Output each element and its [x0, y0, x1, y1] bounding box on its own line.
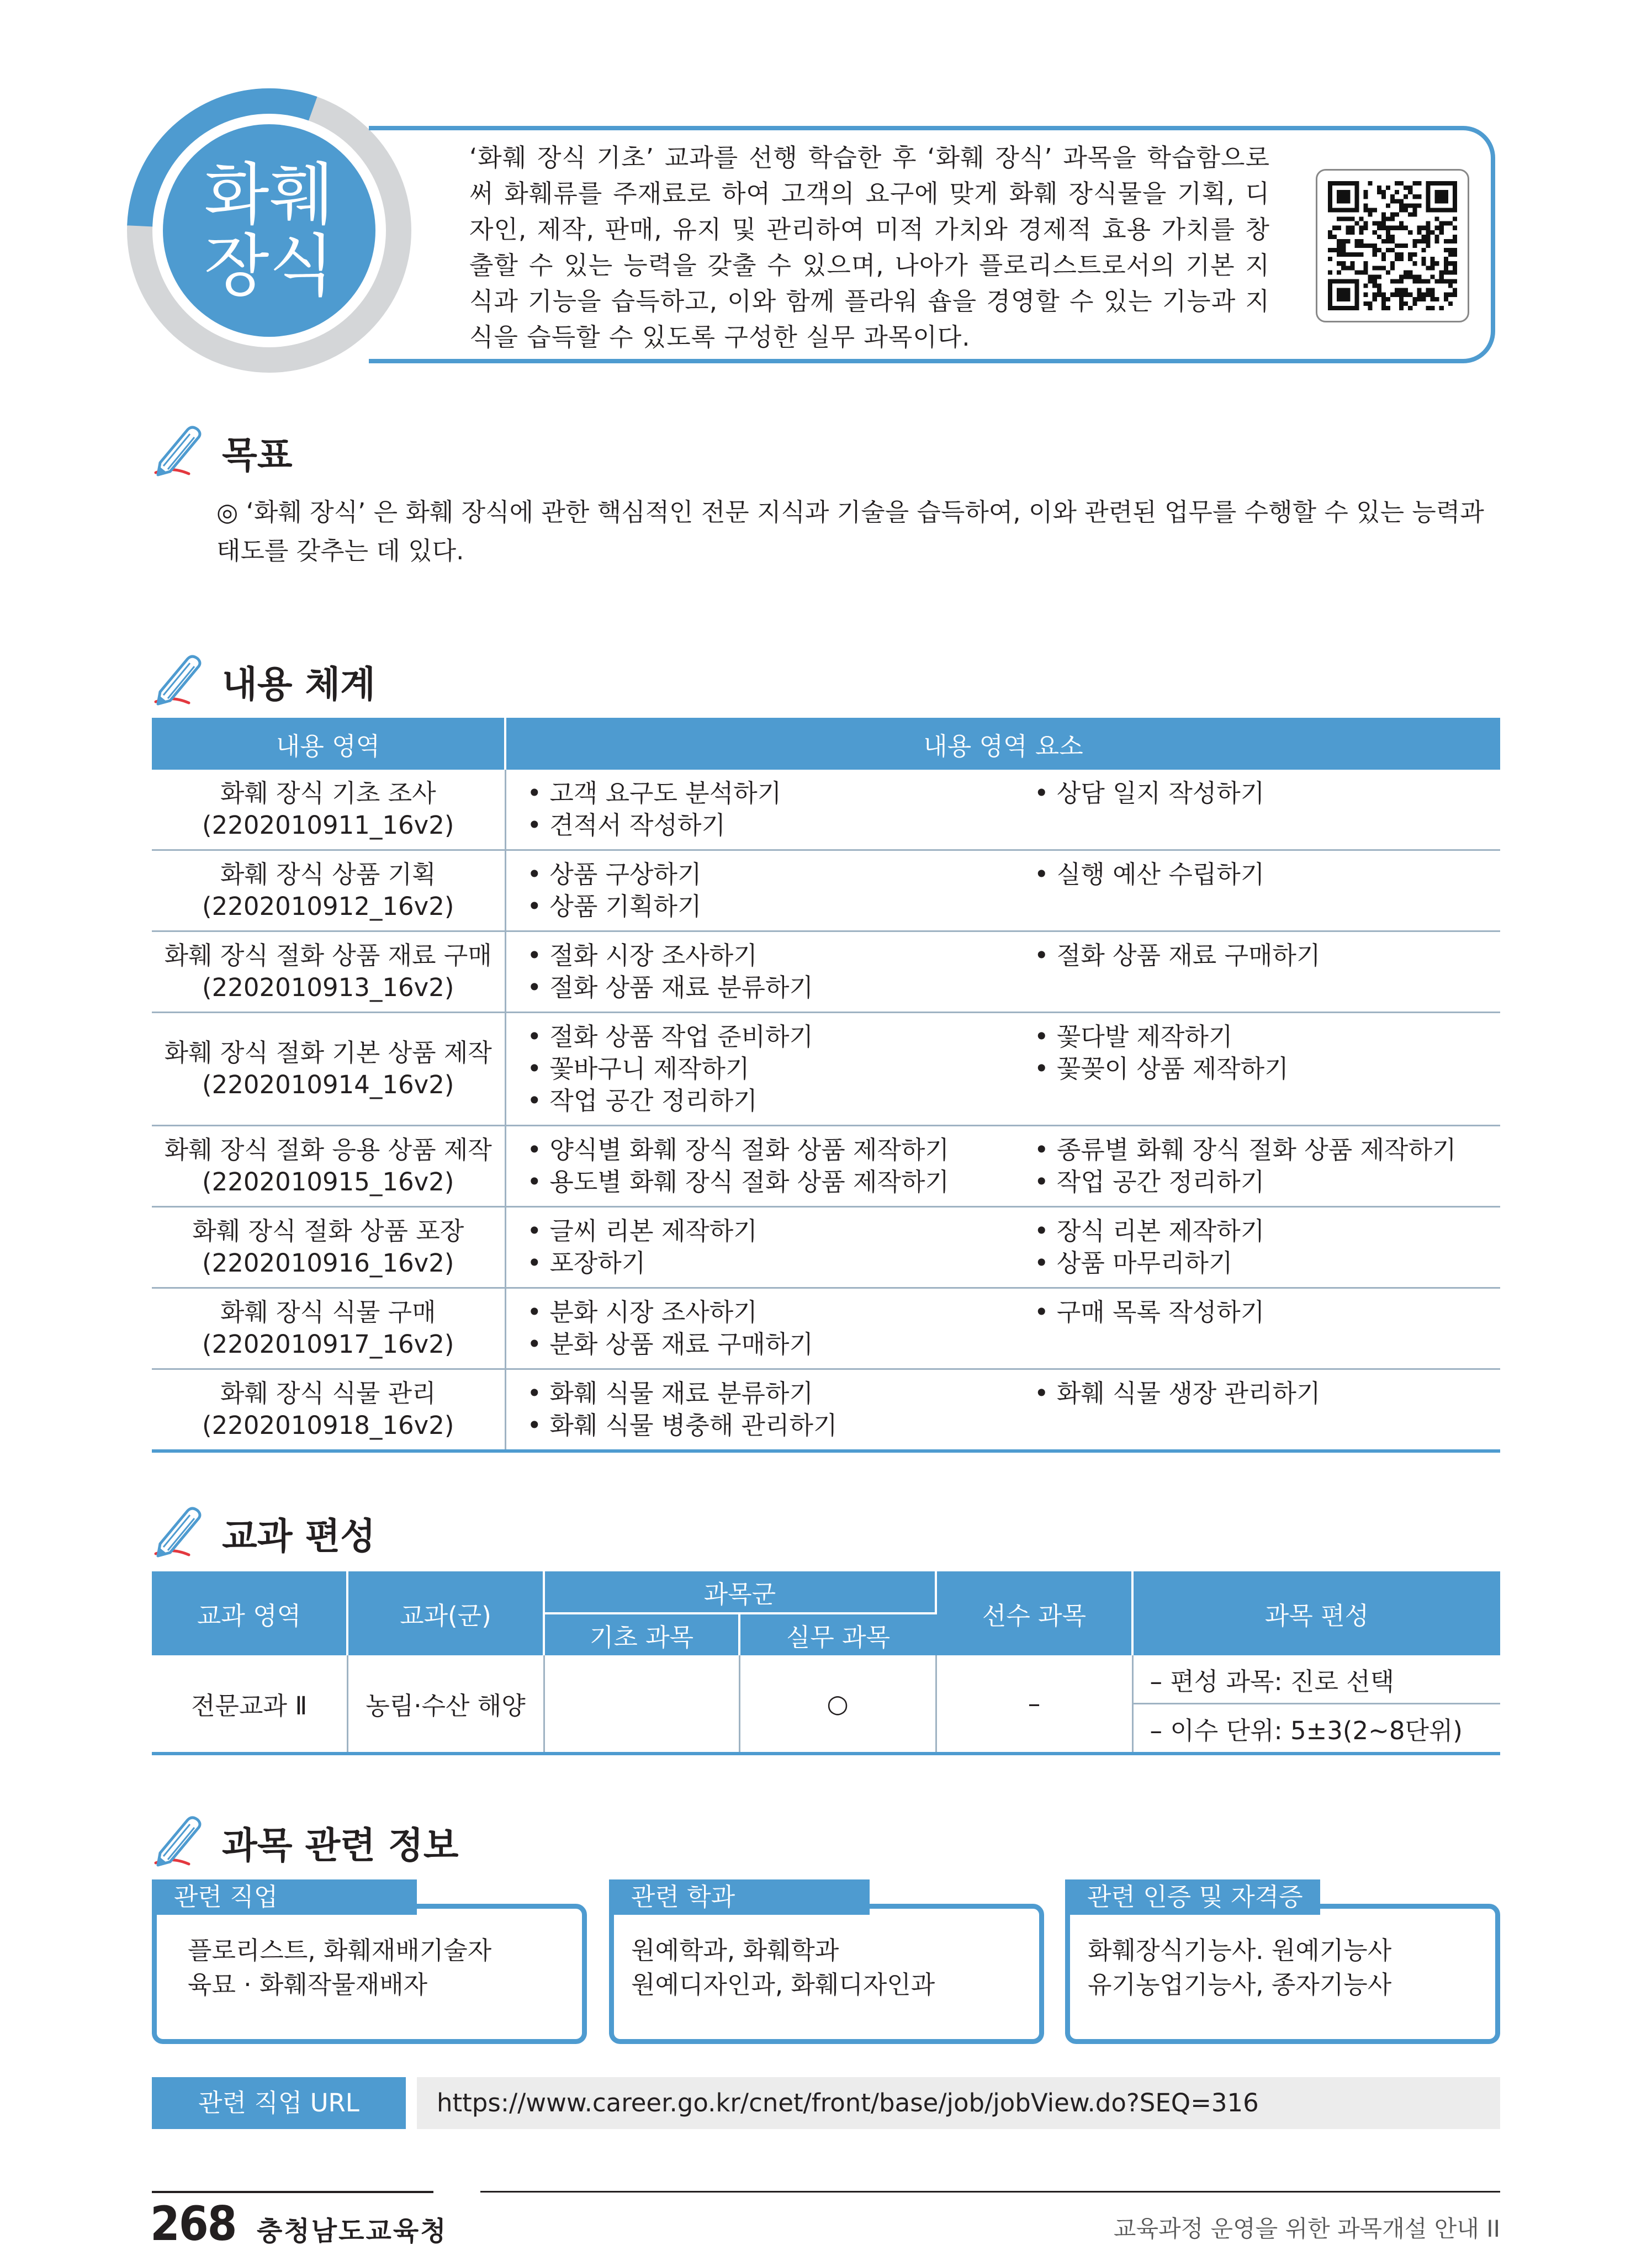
area-name: 화훼 장식 기초 조사 [220, 779, 436, 808]
element-item: • 꽃다발 제작하기 [1034, 1022, 1233, 1051]
goal-title: 목표 [222, 434, 293, 476]
element-item: • 글씨 리본 제작하기 [527, 1216, 758, 1246]
area-name: 화훼 장식 절화 상품 재료 구매 [164, 941, 492, 970]
footer-rule-right [480, 2191, 1500, 2193]
related-certificates-line: 유기농업기능사, 종자기능사 [1088, 1970, 1392, 1999]
area-name: 화훼 장식 절화 상품 포장 [192, 1216, 464, 1246]
related-certificates-label: 관련 인증 및 자격증 [1065, 1879, 1320, 1915]
area-code: (2202010916_16v2) [202, 1248, 454, 1278]
related-departments-line: 원예학과, 화훼학과 [631, 1936, 839, 1965]
cell-elements-left [505, 1369, 1013, 1452]
cell-elements-right [1013, 850, 1500, 931]
element-item: • 상품 기획하기 [527, 892, 702, 921]
area-name: 화훼 장식 식물 관리 [220, 1379, 436, 1408]
cell-elements-right [1013, 1126, 1500, 1207]
related-departments-line: 원예디자인과, 화훼디자인과 [631, 1970, 935, 1999]
cell-basic [544, 1655, 739, 1754]
column-header-subject-group: 교과(군) [347, 1571, 544, 1655]
subject-title-line-1: 화훼 [204, 156, 335, 235]
cell-area [152, 1369, 505, 1452]
cell-subject-group: 농림·수산 해양 [347, 1655, 544, 1754]
cell-elements-left [505, 770, 1013, 850]
related-certificates-text [1088, 1934, 1391, 2002]
element-item: • 분화 상품 재료 구매하기 [527, 1330, 813, 1359]
element-item: • 작업 공간 정리하기 [527, 1086, 758, 1115]
cell-area [152, 770, 505, 850]
pencil-icon [149, 1810, 210, 1871]
area-code: (2202010911_16v2) [202, 811, 454, 840]
page-number: 268 [150, 2196, 236, 2252]
element-item: • 구매 목록 작성하기 [1034, 1298, 1265, 1327]
related-jobs-label: 관련 직업 [152, 1879, 417, 1915]
pencil-icon [149, 649, 210, 709]
cell-area [152, 1013, 505, 1126]
cell-elements-left [505, 1013, 1013, 1126]
content-system-heading [149, 649, 375, 709]
footer-document-title: 교육과정 운영을 위한 과목개설 안내 II [1113, 2215, 1500, 2242]
element-item: • 장식 리본 제작하기 [1034, 1216, 1265, 1246]
element-item: • 절화 상품 재료 분류하기 [527, 973, 813, 1002]
element-item: • 화훼 식물 병충해 관리하기 [527, 1411, 838, 1440]
cell-elements-right [1013, 770, 1500, 850]
cell-elements-left [505, 931, 1013, 1013]
related-departments-text [631, 1934, 935, 2002]
element-item: • 상담 일지 작성하기 [1034, 779, 1265, 808]
subject-description: ‘화훼 장식 기초’ 교과를 선행 학습한 후 ‘화훼 장식’ 과목을 학습함으로써 화훼류를 주재료로 하여 고객의 요구에 맞게 화훼 장식물을 기획, 디자인, 제작, 판매, 유지 및 관리하여 미적 가치와 경제적 효용 가치를 창출할 수 있는 능력을 갖출 수 있으며, 나아가 플로리스트로서의 기본 지식과 기능을 습득하고, 이와 함께 플라워 숍을 경영할 수 있는 기능과 지식을 습득할 수 있도록 구성한 실무 과목이다. [469, 143, 1270, 352]
cell-organization-2: – 이수 단위: 5±3(2~8단위) [1150, 1715, 1463, 1745]
pencil-icon [149, 1501, 210, 1561]
table-row [152, 850, 1500, 931]
qr-code-icon[interactable] [1328, 181, 1457, 310]
table-row [152, 1288, 1500, 1369]
area-name: 화훼 장식 식물 구매 [220, 1298, 436, 1327]
cell-elements-right [1013, 1369, 1500, 1452]
area-code: (2202010912_16v2) [202, 892, 454, 921]
footer-rule-left [152, 2191, 433, 2193]
element-item: • 포장하기 [527, 1248, 646, 1278]
table-row [152, 1013, 1500, 1126]
content-system-table [152, 718, 1500, 1453]
related-certificates-line: 화훼장식기능사. 원예기능사 [1088, 1936, 1392, 1965]
element-item: • 상품 구상하기 [527, 860, 702, 889]
area-code: (2202010915_16v2) [202, 1167, 454, 1196]
curriculum-table [152, 1571, 1500, 1755]
element-item: • 견적서 작성하기 [527, 811, 726, 840]
pencil-icon [149, 420, 210, 480]
element-item: • 화훼 식물 생장 관리하기 [1034, 1379, 1321, 1408]
cell-area [152, 931, 505, 1013]
column-header-basic: 기초 과목 [544, 1613, 739, 1655]
cell-area [152, 850, 505, 931]
column-header-practical: 실무 과목 [739, 1613, 936, 1655]
column-header-organization: 과목 편성 [1132, 1571, 1500, 1655]
related-url-label: 관련 직업 URL [152, 2077, 406, 2129]
element-item: • 양식별 화훼 장식 절화 상품 제작하기 [527, 1135, 949, 1164]
related-jobs-line: 플로리스트, 화훼재배기술자 [188, 1936, 492, 1965]
cell-elements-right [1013, 1288, 1500, 1369]
cell-elements-left [505, 1288, 1013, 1369]
element-item: • 종류별 화훼 장식 절화 상품 제작하기 [1034, 1135, 1457, 1164]
element-item: • 꽃바구니 제작하기 [527, 1054, 750, 1083]
area-code: (2202010914_16v2) [202, 1070, 454, 1099]
element-item: • 고객 요구도 분석하기 [527, 779, 782, 808]
table-row [152, 1369, 1500, 1452]
element-item: • 상품 마무리하기 [1034, 1248, 1233, 1278]
related-jobs-line: 육묘 · 화훼작물재배자 [188, 1970, 428, 1999]
cell-elements-right [1013, 1207, 1500, 1288]
curriculum-title: 교과 편성 [222, 1515, 376, 1558]
curriculum-heading [149, 1501, 375, 1561]
column-header-prerequisite: 선수 과목 [936, 1571, 1132, 1655]
cell-area [152, 1207, 505, 1288]
table-row [152, 1126, 1500, 1207]
element-item: • 꽃꽂이 상품 제작하기 [1034, 1054, 1289, 1083]
publisher-name: 충청남도교육청 [257, 2216, 448, 2247]
area-name: 화훼 장식 절화 응용 상품 제작 [164, 1135, 492, 1164]
column-header-area: 교과 영역 [152, 1571, 347, 1655]
related-jobs-text [188, 1934, 491, 2002]
subject-title [163, 124, 375, 337]
area-name: 화훼 장식 절화 기본 상품 제작 [164, 1038, 492, 1067]
cell-practical: ○ [739, 1655, 936, 1754]
cell-area [152, 1126, 505, 1207]
cell-prerequisite: – [936, 1655, 1132, 1754]
area-code: (2202010913_16v2) [202, 973, 454, 1002]
content-system-title: 내용 체계 [222, 663, 376, 706]
element-item: • 화훼 식물 재료 분류하기 [527, 1379, 813, 1408]
element-item: • 절화 상품 작업 준비하기 [527, 1022, 813, 1051]
area-code: (2202010918_16v2) [202, 1411, 454, 1440]
table-row [152, 1207, 1500, 1288]
cell-organization-1: – 편성 과목: 진로 선택 [1132, 1655, 1500, 1704]
element-item: • 분화 시장 조사하기 [527, 1298, 758, 1327]
column-header-elements: 내용 영역 요소 [505, 718, 1500, 770]
element-item: • 실행 예산 수립하기 [1034, 860, 1265, 889]
area-code: (2202010917_16v2) [202, 1330, 454, 1359]
element-item: • 절화 시장 조사하기 [527, 941, 758, 970]
related-heading [149, 1810, 459, 1871]
cell-area: 전문교과 Ⅱ [152, 1655, 347, 1754]
related-title: 과목 관련 정보 [222, 1824, 459, 1867]
cell-elements-right [1013, 931, 1500, 1013]
table-row [152, 931, 1500, 1013]
subject-title-line-2: 장식 [204, 226, 335, 305]
element-item: • 용도별 화훼 장식 절화 상품 제작하기 [527, 1167, 949, 1196]
goal-text: ◎ ‘화훼 장식’ 은 화훼 장식에 관한 핵심적인 전문 지식과 기술을 습득하여, 이와 관련된 업무를 수행할 수 있는 능력과 태도를 갖추는 데 있다. [216, 497, 1484, 565]
column-header-course-group: 과목군 [544, 1571, 936, 1613]
related-departments-label: 관련 학과 [609, 1879, 870, 1915]
table-row [152, 1655, 1500, 1704]
table-row [152, 770, 1500, 850]
related-url-link[interactable]: https://www.career.go.kr/cnet/front/base/job/jobView.do?SEQ=316 [417, 2077, 1500, 2129]
table-header-row [152, 718, 1500, 770]
goal-heading [149, 420, 293, 480]
area-name: 화훼 장식 상품 기획 [220, 860, 436, 889]
cell-elements-right [1013, 1013, 1500, 1126]
cell-area [152, 1288, 505, 1369]
cell-elements-left [505, 1126, 1013, 1207]
element-item: • 작업 공간 정리하기 [1034, 1167, 1265, 1196]
column-header-area: 내용 영역 [152, 718, 505, 770]
element-item: • 절화 상품 재료 구매하기 [1034, 941, 1321, 970]
cell-elements-left [505, 850, 1013, 931]
cell-elements-left [505, 1207, 1013, 1288]
